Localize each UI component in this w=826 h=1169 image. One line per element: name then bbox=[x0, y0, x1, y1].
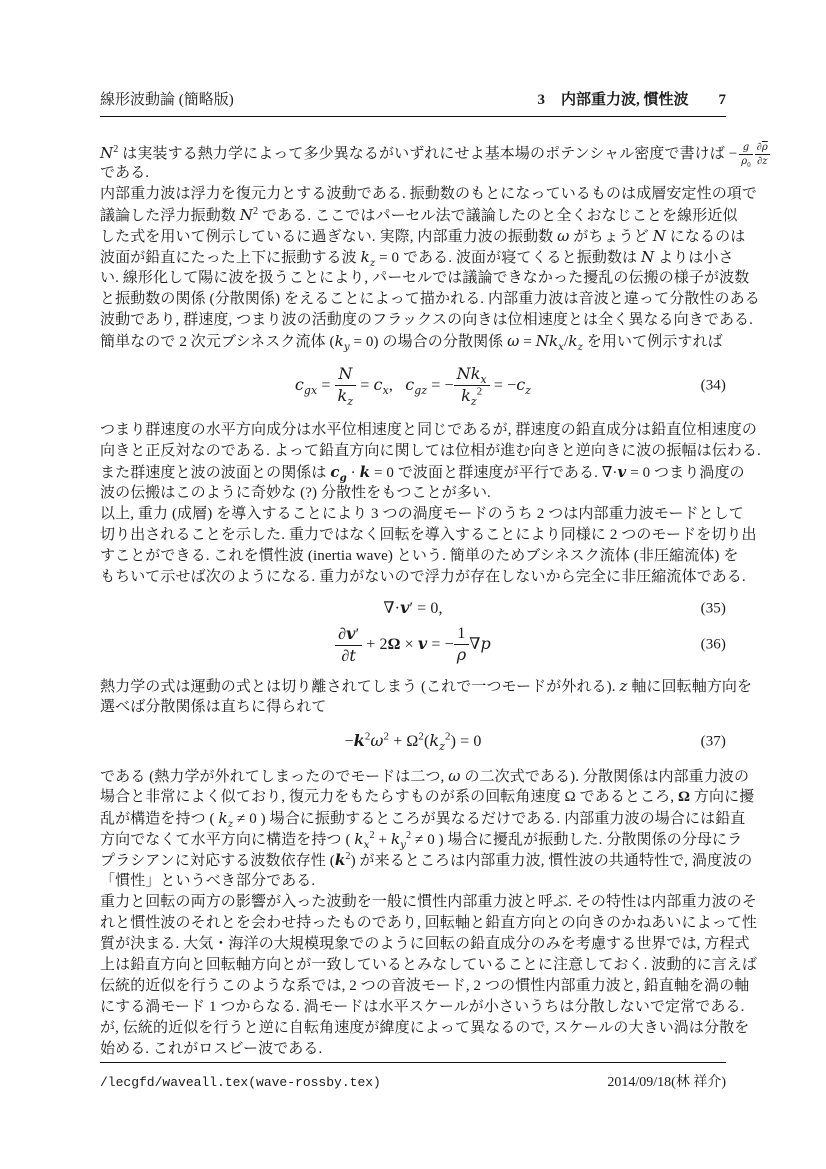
paragraph-2 bbox=[100, 184, 760, 353]
equation-36 bbox=[100, 625, 726, 667]
equation-35-number: (35) bbox=[700, 599, 726, 616]
page-footer bbox=[100, 1062, 726, 1091]
equation-37 bbox=[100, 731, 726, 753]
text-line: 始める. これがロスビー波である. bbox=[100, 1041, 323, 1058]
paragraph-3 bbox=[100, 420, 761, 504]
text-line: プラシアンに対応する波数依存性 $(k^2)$ が来るところは内部重力波, 慣性波の共通特性で, 渦度波の bbox=[100, 851, 753, 870]
text-line: と振動数の関係 (分散関係) をえることによって描かれる. 内部重力波は音波と違って分散性のある bbox=[100, 291, 760, 307]
text-line: $N^2$ は実装する熱力学によって多少異なるがいずれにせよ基本場のポテンシャル密度で書けば − $\frac{g}{\rho_0}$ $\frac{\partial\overline{\rho}}{\partial z}$ bbox=[100, 142, 768, 169]
text-line: 伝統的近似を行うこのような系では, 2 つの音波モード, 2 つの慣性内部重力波と, 鉛直軸を渦の軸 bbox=[100, 978, 750, 995]
equation-34-number: (34) bbox=[700, 377, 726, 394]
text-line: 場合と非常によく似ており, 復元力をもたらすものが系の回転角速度 Ω であるところ, Ω 方向に擾 bbox=[100, 789, 755, 806]
text-line: 簡単なので 2 次元ブシネスク流体 $(k_y = 0)$ の場合の分散関係 $\omega = Nk_x/k_z$ を用いて例示すれば bbox=[100, 332, 723, 353]
header-section bbox=[537, 88, 726, 109]
text-line: 熱力学の式は運動の式とは切り離されてしまう (これで一つモードが外れる). z 軸に回転軸方向を bbox=[100, 677, 753, 696]
text-line: 議論した浮力振動数 $N^2$ である. ここではパーセル法で議論したのと全くおなじことを線形近似 bbox=[100, 206, 738, 224]
text-line: 向きと正反対なのである. よって鉛直方向に関しては位相が進む向きと逆向きに波の振幅は伝わる. bbox=[100, 442, 761, 459]
text-line: つまり群速度の水平方向成分は水平位相速度と同じであるが, 群速度の鉛直成分は鉛直位相速度の bbox=[100, 421, 758, 438]
page-header bbox=[100, 88, 726, 117]
footer-date-author: 2014/09/18(林 祥介) bbox=[607, 1075, 726, 1090]
equation-group-35-36 bbox=[100, 598, 740, 667]
text-line: である. bbox=[100, 165, 150, 181]
paragraph-5 bbox=[100, 676, 753, 718]
text-line: 切り出されることを示した. 重力ではなく回転を導入することにより同様に 2 つのモードを切り出 bbox=[100, 526, 757, 543]
text-line: 方向でなくて水平方向に構造を持つ ( $k_x^2 + k_y^2 \ne 0$ ) 場合に擾乱が振動した. 分散関係の分母にラ bbox=[100, 830, 743, 852]
equation-35 bbox=[100, 598, 726, 620]
header-page-number: 7 bbox=[718, 92, 726, 108]
footer-file-path: /lecgfd/waveall.tex(wave-rossby.tex) bbox=[100, 1075, 381, 1090]
equation-36-number: (36) bbox=[700, 636, 726, 653]
paragraph-4 bbox=[100, 504, 757, 588]
header-document-title: 線形波動論 (簡略版) bbox=[100, 92, 234, 108]
text-line: 波の伝搬はこのように奇妙な (?) 分散性をもつことが多い. bbox=[100, 484, 491, 501]
document-body bbox=[100, 142, 768, 1060]
text-line: した式を用いて例示しているに過ぎない. 実際, 内部重力波の振動数 ω がちょうど N になるのは bbox=[100, 227, 746, 245]
text-line: 以上, 重力 (成層) を導入することにより 3 つの渦度モードのうち 2 つは内部重力波モードとして bbox=[100, 505, 744, 522]
text-line: また群速度と波の波面との関係は $c_g \cdot k = 0$ で波面と群速度が平行である. ∇·v = 0 つまり渦度の bbox=[100, 462, 745, 484]
text-line: にする渦モード 1 つからなる. 渦モードは水平スケールが小さいうちは分散しないで定常である. bbox=[100, 999, 745, 1016]
text-line: 「慣性」というべき部分である. bbox=[100, 873, 316, 890]
text-line: 選べば分散関係は直ちに得られて bbox=[100, 699, 327, 716]
text-line: れと慣性波のそれとを会わせ持ったものであり, 回転軸と鉛直方向との向きのかねあいによって性 bbox=[100, 915, 758, 932]
text-line: すことができる. これを慣性波 (inertia wave) という. 簡単のためブシネスク流体 (非圧縮流体) を bbox=[100, 547, 739, 564]
text-line: 乱が構造を持つ ( $k_z \ne 0$ ) 場合に振動するところが異なるだけである. 内部重力波の場合には鉛直 bbox=[100, 809, 746, 831]
text-line: 重力と回転の両方の影響が入った波動を一般に慣性内部重力波と呼ぶ. その特性は内部重力波のそ bbox=[100, 894, 758, 911]
header-section-number: 3 bbox=[537, 92, 545, 108]
text-line: 質が決まる. 大気・海洋の大規模現象でのように回転の鉛直成分のみを考慮する世界では, 方程式 bbox=[100, 936, 750, 953]
paragraph-1 bbox=[100, 142, 768, 184]
text-line: 内部重力波は浮力を復元力とする波動である. 振動数のもとになっているものは成層安定性の項で bbox=[100, 186, 758, 202]
text-line: もちいて示せば次のようになる. 重力がないので浮力が存在しないから完全に非圧縮流体である. bbox=[100, 568, 746, 585]
text-line: 波面が鉛直にたった上下に振動する波 $k_z = 0$ である. 波面が寝てくると振動数は N よりは小さ bbox=[100, 248, 734, 269]
equation-34-body: $c_{gx}$ = $\frac{N}{k_z}$ = $c_x$, $c_{gz}$ = − $\frac{Nk_x}{k_z^2}$ = $-c_z$ bbox=[294, 364, 532, 409]
equation-34 bbox=[100, 365, 726, 407]
equation-36-body: $\frac{\partial v'}{\partial t}$ + 2Ω × v = − $\frac{1}{\rho}$ ∇p bbox=[335, 636, 491, 653]
text-line: 上は鉛直方向と回転軸方向とが一致しているとみなしていることに注意しておく. 波動的に言えば bbox=[100, 957, 758, 974]
text-line: 波動であり, 群速度, つまり波の活動度のフラックスの向きは位相速度とは全く異なる向きである. bbox=[100, 312, 754, 328]
paragraph-7 bbox=[100, 892, 758, 1060]
text-line: である (熱力学が外れてしまったのでモードは二つ, ω の二次式である). 分散関係は内部重力波の bbox=[100, 767, 750, 786]
paragraph-6 bbox=[100, 766, 755, 892]
text-line: い. 線形化して陽に波を扱うことにより, パーセルでは議論できなかった擾乱の伝搬の様子が波数 bbox=[100, 270, 750, 286]
equation-37-body: $-k^2\omega^2 + \Omega^2(k_z^2) = 0$ bbox=[344, 731, 482, 754]
text-line: が, 伝統的近似を行うと逆に自転角速度が緯度によって異なるので, スケールの大きい渦は分散を bbox=[100, 1020, 750, 1037]
equation-35-body: ∇·v′ = 0, bbox=[383, 597, 443, 617]
header-section-title: 内部重力波, 慣性波 bbox=[560, 92, 689, 108]
equation-37-number: (37) bbox=[700, 733, 726, 750]
